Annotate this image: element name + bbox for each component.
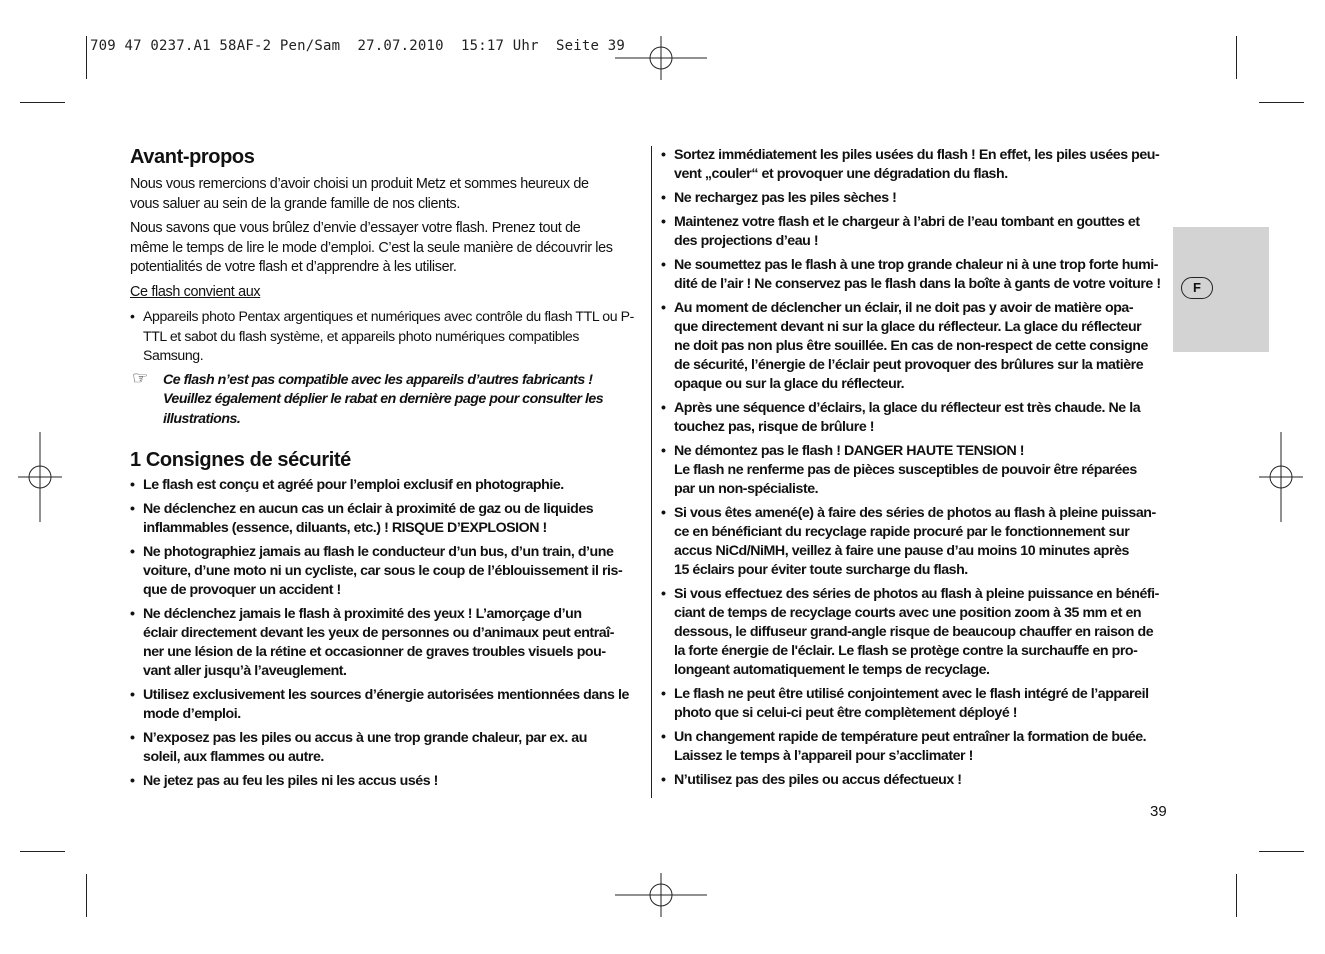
registration-mark-icon: [615, 36, 707, 80]
list-item: • Le flash ne peut être utilisé conjointement avec le flash intégré de l’appareil photo que si celui-ci peut être complètement déployé !: [661, 685, 1173, 723]
list-item: • Si vous êtes amené(e) à faire des séries de photos au flash à pleine puissan- ce en bénéficiant du recyclage rapide procuré par le fonctionnement sur accus NiCd/NiMH, veillez à faire une pause d’au moins 10 minutes après 15 éclairs pour éviter toute surcharge du flash.: [661, 504, 1173, 580]
page-number: 39: [1150, 803, 1167, 820]
section-title-safety: 1 Consignes de sécurité: [130, 449, 351, 471]
crop-mark: [20, 102, 65, 103]
list-item: • Au moment de déclencher un éclair, il ne doit pas y avoir de matière opa- que directement devant ni sur la glace du réflecteur. La glace du réflecteur ne doit pas non plus être souillée. En cas de non-respect de cette consigne de sécurité, l’énergie de l’éclair peut provoquer des brûlures sur la matière opaque ou sur la glace du réflecteur.: [661, 299, 1173, 394]
list-item: • Sortez immédiatement les piles usées du flash ! En effet, les piles usées peu- vent „couler“ et provoquer une dégradation du flash.: [661, 146, 1173, 184]
list-item: • Ne déclenchez jamais le flash à proximité des yeux ! L’amorçage d’un éclair directement devant les yeux de personnes ou d’animaux peut entraî- ner une lésion de la rétine et occasionner de graves troubles visuels pou- vant aller jusqu’à l’aveuglement.: [130, 605, 640, 681]
right-column: [661, 146, 1173, 795]
language-tab-label: F: [1181, 277, 1213, 299]
print-header: 709 47 0237.A1 58AF-2 Pen/Sam 27.07.2010 15:17 Uhr Seite 39: [90, 38, 625, 54]
language-tab: [1173, 227, 1269, 352]
list-item: • Ne jetez pas au feu les piles ni les accus usés !: [130, 772, 640, 791]
crop-mark: [1236, 874, 1237, 917]
list-item: • Si vous effectuez des séries de photos au flash à pleine puissance en bénéfi- ciant de temps de recyclage courts avec une position zoom à 35 mm et en dessous, le diffuseur grand-angle risque de beaucoup chauffer en raison de la forte énergie de l'éclair. Le flash se protège contre la surchauffe en pro- longeant automatiquement le temps de recyclage.: [661, 585, 1173, 680]
registration-mark-icon: [18, 432, 62, 522]
left-column: [130, 146, 640, 796]
registration-mark-icon: [1259, 432, 1303, 522]
list-item: • N’utilisez pas des piles ou accus défectueux !: [661, 771, 1173, 790]
compatibility-note: ☞ Ce flash n’est pas compatible avec les appareils d’autres fabricants ! Veuillez également déplier le rabat en dernière page pour consulter les illustrations.: [132, 367, 604, 427]
list-item: • Ne soumettez pas le flash à une trop grande chaleur ni à une trop forte humi- dité de l’air ! Ne conservez pas le flash dans la boîte à gants de votre voiture !: [661, 256, 1173, 294]
intro-paragraph-1: Nous vous remercions d’avoir choisi un produit Metz et sommes heureux de vous saluer au sein de la grande famille de nos clients.: [130, 176, 589, 212]
crop-mark: [1236, 36, 1237, 79]
crop-mark: [86, 36, 87, 79]
list-item: • Après une séquence d’éclairs, la glace du réflecteur est très chaude. Ne la touchez pas, risque de brûlure !: [661, 399, 1173, 437]
pointing-hand-icon: ☞: [132, 367, 148, 388]
list-item: • Ne rechargez pas les piles sèches !: [661, 189, 1173, 208]
list-item: • Ne photographiez jamais au flash le conducteur d’un bus, d’un train, d’une voiture, d’une moto ni un cycliste, car sous le coup de l’éblouissement il ris- que de provoquer un accident !: [130, 543, 640, 600]
crop-mark: [1259, 851, 1304, 852]
compatibility-heading: Ce flash convient aux: [130, 283, 261, 300]
crop-mark: [86, 874, 87, 917]
intro-paragraph-2: Nous savons que vous brûlez d’envie d’essayer votre flash. Prenez tout de même le temps de lire le mode d’emploi. C’est la seule manière de découvrir les potentialités de votre flash et d’apprendre à les utiliser.: [130, 220, 613, 275]
crop-mark: [20, 851, 65, 852]
registration-mark-icon: [615, 873, 707, 917]
crop-mark: [1259, 102, 1304, 103]
list-item: • Utilisez exclusivement les sources d’énergie autorisées mentionnées dans le mode d’emploi.: [130, 686, 640, 724]
list-item: • Ne déclenchez en aucun cas un éclair à proximité de gaz ou de liquides inflammables (essence, diluants, etc.) ! RISQUE D’EXPLOSION !: [130, 500, 640, 538]
list-item: • Ne démontez pas le flash ! DANGER HAUTE TENSION ! Le flash ne renferme pas de pièces susceptibles de pouvoir être réparées par un non-spécialiste.: [661, 442, 1173, 499]
compatibility-item: • Appareils photo Pentax argentiques et numériques avec contrôle du flash TTL ou P- TTL et sabot du flash système, et appareils photo numériques compatibles Samsung.: [130, 307, 640, 366]
column-divider: [651, 146, 652, 798]
list-item: • Un changement rapide de température peut entraîner la formation de buée. Laissez le temps à l’appareil pour s’acclimater !: [661, 728, 1173, 766]
section-title-avant-propos: Avant-propos: [130, 146, 255, 168]
list-item: • Le flash est conçu et agréé pour l’emploi exclusif en photographie.: [130, 476, 640, 495]
list-item: • Maintenez votre flash et le chargeur à l’abri de l’eau tombant en gouttes et des projections d’eau !: [661, 213, 1173, 251]
list-item: • N’exposez pas les piles ou accus à une trop grande chaleur, par ex. au soleil, aux flammes ou autre.: [130, 729, 640, 767]
